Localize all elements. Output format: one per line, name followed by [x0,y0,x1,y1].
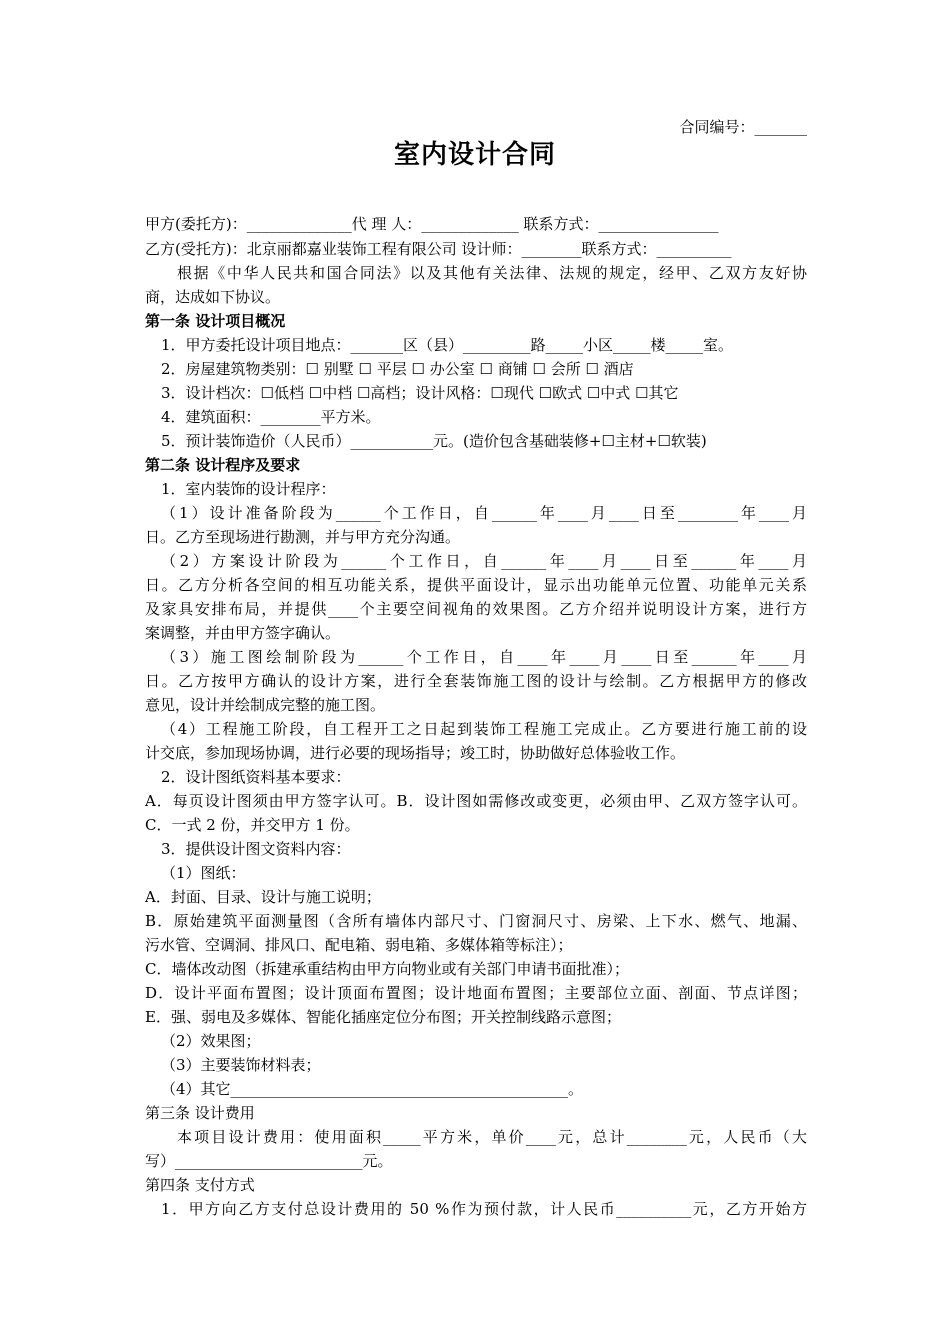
clause-line: 日。乙方按甲方确认的设计方案，进行全套装饰施工图的设计与绘制。乙方根据甲方的修改 [145,672,807,690]
document-title: 室内设计合同 [393,140,556,170]
clause-line: 污水管、空调洞、排风口、配电箱、弱电箱、多媒体箱等标注）； [145,936,573,954]
clause-line: 及家具安排布局，并提供____个主要空间视角的效果图。乙方介绍并说明设计方案，进行方 [145,600,807,618]
party-b-line: 乙方(受托方)：北京丽都嘉业装饰工程有限公司 设计师：________联系方式：__________ [145,240,732,258]
clause-line: 5．预计装饰造价（人民币）___________元。(造价包含基础装修+☐主材+☐软装) [161,432,707,450]
clause-line: 日。乙方分析各空间的相互功能关系，提供平面设计，显示出功能单元位置、功能单元关系 [145,576,807,594]
clause-line: （4）其它_____________________________________________。 [161,1080,584,1098]
party-a-line: 甲方(委托方)：______________代 理 人：_____________ 联系方式：________________ [145,215,719,233]
clause-line: 计交底，参加现场协调，进行必要的现场指导；竣工时，协助做好总体验收工作。 [145,744,686,762]
clause-line: 案调整，并由甲方签字确认。 [145,624,341,642]
clause-line: 3．提供设计图文资料内容： [161,840,351,858]
clause-line: B．原始建筑平面测量图（含所有墙体内部尺寸、门窗洞尺寸、房梁、上下水、燃气、地漏、 [145,912,807,930]
clause-line: （4）工程施工阶段，自工程开工之日起到装饰工程施工完成止。乙方要进行施工前的设 [161,720,807,738]
clause-line: 1．甲方向乙方支付总设计费用的 50 %作为预付款，计人民币__________元，乙方开始方 [161,1200,807,1218]
clause-line: 2．设计图纸资料基本要求： [161,768,351,786]
clause-line: 日。乙方至现场进行勘测，并与甲方充分沟通。 [145,528,461,546]
clause-line: （1）图纸： [161,864,246,882]
clause-line: （2）效果图； [161,1032,261,1050]
contract-number: 合同编号：_______ [679,118,807,136]
clause-line: E．强、弱电及多媒体、智能化插座定位分布图；开关控制线路示意图； [145,1008,621,1026]
article-heading: 第四条 支付方式 [145,1176,255,1194]
clause-line: C．墙体改动图（拆建承重结构由甲方向物业或有关部门申请书面批准）； [145,960,629,978]
clause-line: 2．房屋建筑物类别：☐ 别墅 ☐ 平层 ☐ 办公室 ☐ 商铺 ☐ 会所 ☐ 酒店 [161,360,634,378]
clause-line: D．设计平面布置图；设计顶面布置图；设计地面布置图；主要部位立面、剖面、节点详图； [145,984,807,1002]
preamble-line: 商，达成如下协议。 [145,288,281,306]
article-heading: 第二条 设计程序及要求 [145,456,301,474]
clause-line: （3）施工图绘制阶段为______个工作日，自____年____月____日至______年____月 [161,648,807,666]
clause-line: 写）_________________________元。 [145,1152,393,1170]
clause-line: 1．室内装饰的设计程序： [161,480,336,498]
clause-line: （2）方案设计阶段为______个工作日，自______年____月____日至______年____月 [161,552,807,570]
article-heading: 第三条 设计费用 [145,1104,255,1122]
clause-line: 4．建筑面积：________平方米。 [161,408,381,426]
clause-line: （3）主要装饰材料表； [161,1056,321,1074]
clause-line: A．每页设计图须由甲方签字认可。B．设计图如需修改或变更，必须由甲、乙双方签字认可。 [145,792,807,810]
article-heading: 第一条 设计项目概况 [145,312,286,330]
clause-line: 3．设计档次：☐低档 ☐中档 ☐高档；设计风格：☐现代 ☐欧式 ☐中式 ☐其它 [161,384,679,402]
clause-line: 本项目设计费用：使用面积_____平方米，单价____元，总计________元，人民币（大 [177,1128,807,1146]
clause-line: （1）设计准备阶段为______个工作日，自______年____月____日至________年____月 [161,504,807,522]
clause-line: A．封面、目录、设计与施工说明； [145,888,381,906]
clause-line: 意见，设计并绘制成完整的施工图。 [145,696,386,714]
clause-line: 1．甲方委托设计项目地点：_______区（县）_________路_____小区_____楼_____室。 [161,336,734,354]
clause-line: C．一式 2 份，并交甲方 1 份。 [145,816,360,834]
preamble-line: 根据《中华人民共和国合同法》以及其他有关法律、法规的规定，经甲、乙双方友好协 [177,264,807,282]
